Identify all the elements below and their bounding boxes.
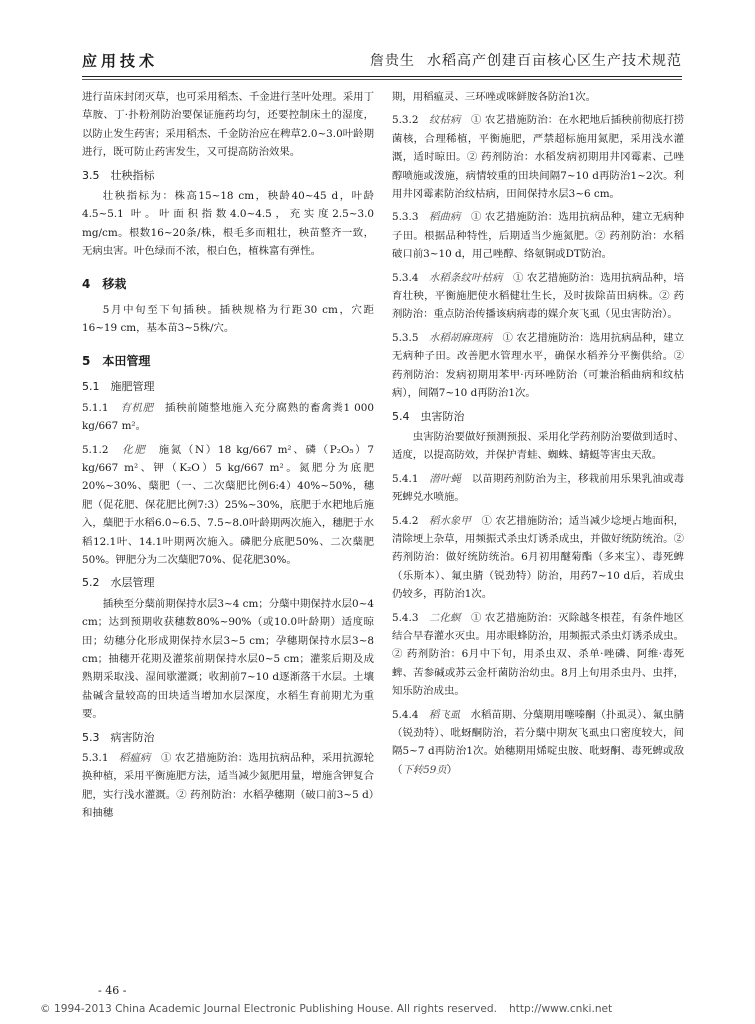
paragraph-5-3-3 — [392, 208, 684, 263]
item-number: 5.4.1 — [392, 472, 419, 485]
paragraph: 期，用稻瘟灵、三环唑或咪鲜胺各防治1次。 — [392, 91, 597, 103]
item-topic: 水稻胡麻斑病 — [429, 331, 492, 344]
heading-3-5: 3.5 壮秧指标 — [82, 168, 155, 182]
paragraph-5-3-4 — [392, 269, 684, 324]
author-name: 詹贵生 — [370, 53, 415, 69]
footer-link[interactable]: http://www.cnki.net — [509, 1003, 613, 1015]
item-text: ① 农艺措施防治：选用抗病品种，采用抗源轮换种植，采用平衡施肥方法，适当减少氮肥用量，增施含钾复合肥，实行浅水灌溉。② 药剂防治：水稻孕穗期（破口前3~5 d）和抽穗 — [82, 752, 375, 820]
paragraph-5-4-4 — [392, 706, 684, 780]
page-number: - 46 - — [98, 984, 127, 997]
paragraph-5-4-1 — [392, 470, 684, 507]
item-topic: 稻瘟病 — [119, 752, 151, 764]
header-rule-thin — [82, 79, 682, 80]
item-number: 5.3.3 — [392, 211, 419, 224]
item-topic: 纹枯病 — [429, 114, 461, 127]
item-topic: 稻飞虱 — [428, 708, 461, 721]
heading-5-3: 5.3 病害防治 — [82, 730, 155, 744]
paragraph-5-4-2 — [392, 512, 684, 604]
journal-section: 应用技术 — [82, 52, 159, 70]
item-number: 5.1.2 — [82, 443, 109, 456]
paragraph: 壮秧指标为：株高15~18 cm，秧龄40~45 d，叶龄4.5~5.1 叶。叶面积指数4.0~4.5，充实度2.5~3.0 mg/cm。根数16~20条/株，根毛多而粗壮，秧苗整齐一致，无病虫害。叶色绿而不浓，根白色，植株富有弹性。 — [82, 190, 374, 258]
item-topic: 水稻条纹叶枯病 — [429, 271, 503, 284]
copyright-text: © 1994-2013 China Academic Journal Electronic Publishing House. All rights reserved. — [40, 1003, 497, 1015]
item-topic: 稻水象甲 — [429, 514, 471, 527]
article-title: 水稻高产创建百亩核心区生产技术规范 — [427, 53, 682, 69]
paragraph-5-4-3 — [392, 609, 684, 701]
paragraph-5-1-1 — [82, 399, 374, 436]
running-header — [82, 48, 682, 74]
copyright-footer — [40, 1003, 740, 1015]
closing-paren: ） — [446, 763, 458, 776]
paragraph: 5月中旬至下旬插秧。插秧规格为行距30 cm，穴距16~19 cm，基本苗3~5株/穴。 — [82, 304, 374, 335]
paragraph-5-3-5 — [392, 329, 684, 403]
item-topic: 化肥 — [122, 443, 147, 456]
header-rule — [82, 76, 682, 77]
article-heading — [358, 50, 682, 70]
item-text: 水稻苗期、分蘖期用噻嗪酮（扑虱灵）、氟虫腈（锐劲特）、吡蚜酮防治，若分蘖中期灰飞虱虫口密度较大，间隔5~7 d再防治1次。始穗期用烯啶虫胺、吡蚜酮、毒死蜱或敌（ — [392, 708, 685, 776]
paragraph-5-3-1 — [82, 749, 374, 823]
item-text: ① 农艺措施防治：选用抗病品种，建立无病种子田。改善肥水管理水平，确保水稻养分平衡供给。② 药剂防治：发病初期用苯甲·丙环唑防治（可兼治稻曲病和纹枯病），间隔7~10 d再防治1次。 — [392, 331, 685, 400]
item-topic: 有机肥 — [120, 401, 154, 414]
item-text: ① 农艺措施防治：选用抗病品种，培育壮秧，平衡施肥使水稻健壮生长，及时拔除苗田病株。② 药剂防治：重点防治传播该病病毒的媒介灰飞虱（见虫害防治）。 — [392, 271, 685, 321]
heading-5-2: 5.2 水层管理 — [82, 576, 155, 590]
item-number: 5.4.4 — [392, 708, 419, 721]
item-number: 5.3.2 — [392, 114, 419, 127]
paragraph-5-3-2 — [392, 111, 684, 203]
item-text: ① 农艺措施防治：在水耙地后插秧前彻底打捞菌核，合理稀植，平衡施肥，严禁超标施用氮肥，采用浅水灌溉，适时晾田。② 药剂防治：水稻发病初期用井冈霉素、己唑醇喷施或泼施，病情较重的田块间隔7~10 d再防治1~2次。利用井冈霉素防治纹枯病，田间保持水层3~6 cm。 — [392, 114, 685, 201]
item-text: ① 农艺措施防治：灭除越冬根茬，有条件地区结合早春灌水灭虫。用赤眼蜂防治，用频振式杀虫灯诱杀成虫。② 药剂防治：6月中下旬，用杀虫双、杀单·唑磷、阿维·毒死蜱、苦参碱或苏云金杆菌防治幼虫。8月上旬用杀虫丹、虫拌，知乐防治成虫。 — [392, 611, 685, 698]
heading-5: 5 本田管理 — [82, 353, 151, 368]
left-column — [82, 88, 374, 828]
paragraph: 虫害防治要做好预测预报、采用化学药剂防治要做到适时、适度，以提高防效，并保护青蛙、蜘蛛、蜻蜓等害虫天敌。 — [392, 430, 684, 462]
item-number: 5.4.2 — [392, 514, 419, 527]
item-topic: 二化螟 — [429, 611, 461, 624]
item-number: 5.1.1 — [82, 401, 109, 414]
heading-4: 4 移栽 — [82, 276, 127, 291]
item-number: 5.4.3 — [392, 611, 419, 624]
item-text: 插秧前随整地施入充分腐熟的畜禽粪1 000 kg/667 m²。 — [82, 401, 374, 433]
paragraph-5-1-2 — [82, 441, 374, 570]
item-topic: 稻曲病 — [429, 211, 461, 224]
heading-5-1: 5.1 施肥管理 — [82, 380, 155, 394]
item-text: ① 农艺措施防治；适当减少埝埂占地面积，清除埂上杂草，用频振式杀虫灯诱杀成虫，并做好统防统治。② 药剂防治：做好统防统治。6月初用醚菊酯（多来宝）、毒死蜱（乐斯本）、氟虫腈（锐劲特）防治，用药7~10 d后，若成虫仍较多，再防治1次。 — [392, 514, 685, 601]
item-number: 5.3.5 — [392, 331, 419, 344]
item-number: 5.3.4 — [392, 271, 419, 284]
item-text: ① 农艺措施防治：选用抗病品种，建立无病种子田。根据品种特性，后期适当少施氮肥。② 药剂防治：水稻破口前3~10 d，用己唑醇、络氨铜或DT防治。 — [392, 211, 685, 261]
right-column — [392, 88, 684, 784]
item-text: 施氮（N）18 kg/667 m²、磷（P₂O₅）7 kg/667 m²、钾（K₂O）5 kg/667 m²。氮肥分为底肥20%~30%、蘖肥（一、二次蘖肥比例6:4）40%~50%，穗肥（促花肥、保花肥比例7:3）25%~30%，底肥于水耙地后施入，蘖肥于水稻6.0~6.5、7.5~8.0叶龄期两次施入，穗肥于水稻12.1叶、14.1叶期两次施入。磷肥分底肥50%、二次蘖肥50%。钾肥分为二次蘖肥70%、促花肥30%。 — [82, 443, 375, 566]
item-number: 5.3.1 — [82, 752, 109, 764]
item-topic: 潜叶蝇 — [429, 472, 462, 485]
paragraph: 插秧至分蘖前期保持水层3~4 cm；分蘖中期保持水层0~4 cm；达到预期收获穗数80%~90%（或10.0叶龄期）适度晾田；幼穗分化形成期保持水层3~5 cm；孕穗期保持水层3~8 cm；抽穗开花期及灌浆前期保持水层0~5 cm；灌浆后期及成熟期采取浅、湿间歇灌溉；收割前7~10 d逐渐落干水层。土壤盐碱含量较高的田块适当增加水层深度，水稻生育前期尤为重要。 — [82, 597, 374, 721]
paragraph: 进行苗床封闭灭草，也可采用稻杰、千金进行茎叶处理。采用丁草胺、丁·扑粉剂防治要保证施药均匀，还要控制床土的湿度，以防止发生药害；采用稻杰、千金防治应在稗草2.0~3.0叶龄期进行，既可防止药害发生，又可提高防治效果。 — [82, 91, 374, 159]
continued-reference: 下转59页 — [402, 763, 447, 776]
heading-5-4: 5.4 虫害防治 — [392, 409, 465, 423]
item-text: 以苗期药剂防治为主，移栽前用乐果乳油或毒死蜱兑水喷施。 — [392, 472, 685, 504]
